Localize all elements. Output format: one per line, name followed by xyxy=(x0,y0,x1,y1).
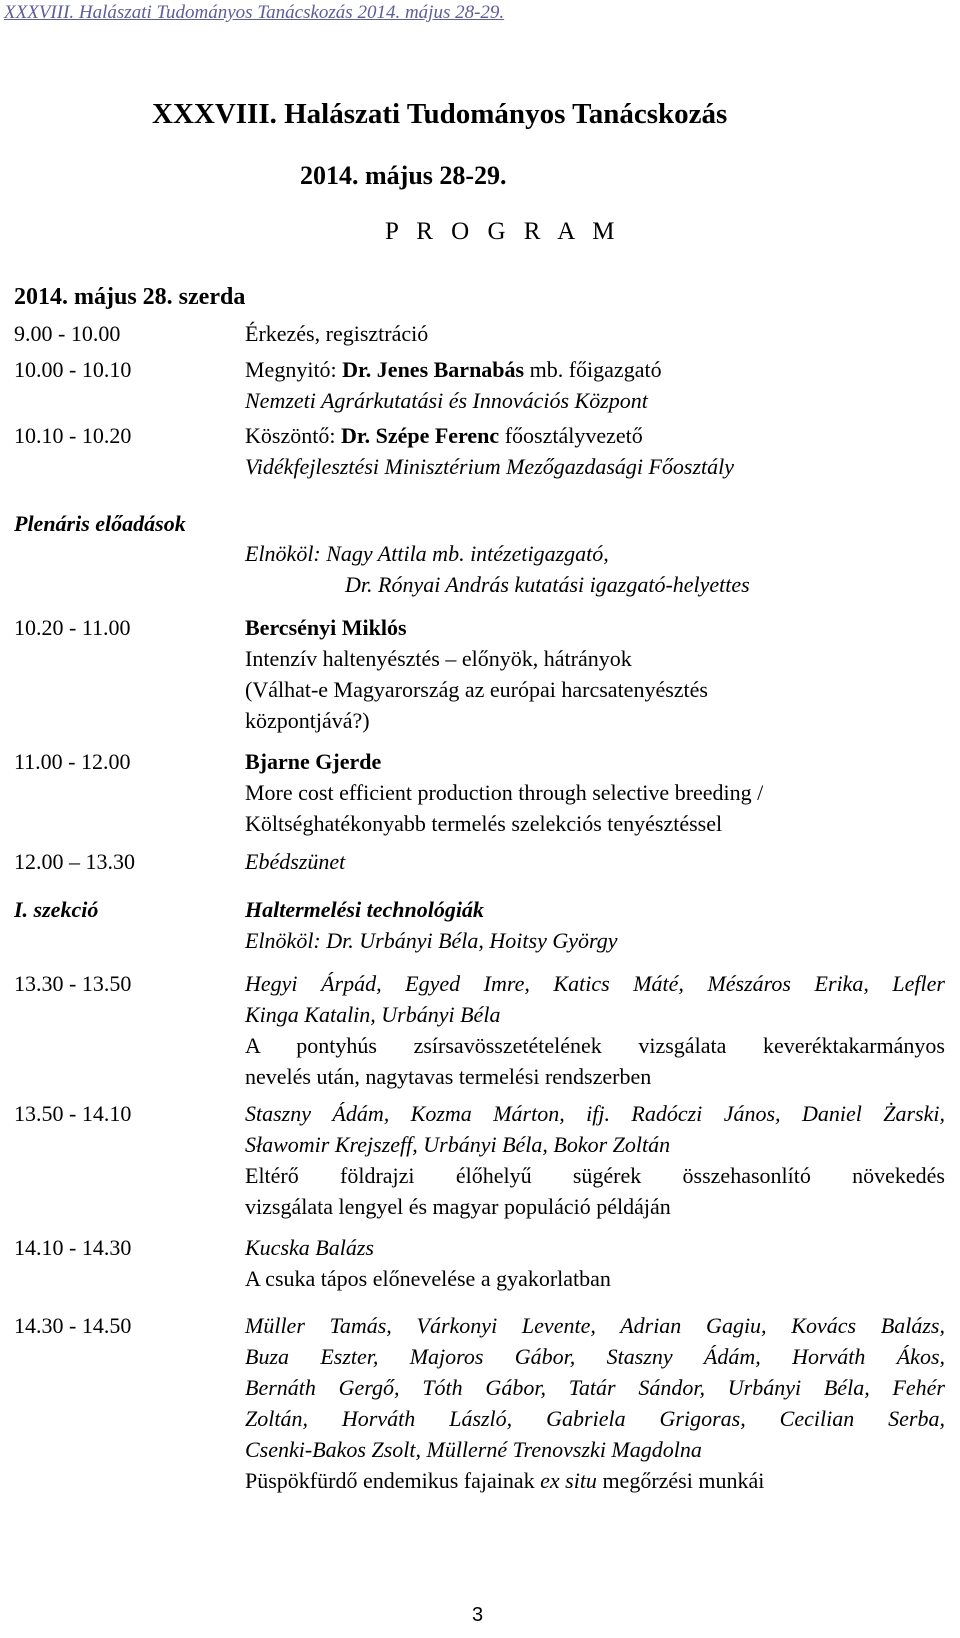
item-title: A csuka tápos előnevelése a gyakorlatban xyxy=(245,1266,611,1291)
program-heading: P R O G R A M xyxy=(385,218,621,245)
page-title: XXXVIII. Halászati Tudományos Tanácskozás xyxy=(152,98,728,130)
item-authors: Kucska Balázs xyxy=(245,1235,374,1260)
item-title: A pontyhús zsírsavösszetételének vizsgálata keveréktakarmányos xyxy=(245,1033,945,1058)
item-title: központjává?) xyxy=(245,708,370,733)
item-position: mb. főigazgató xyxy=(524,357,662,382)
item-position: főosztályvezető xyxy=(499,423,643,448)
item-time: 10.10 - 10.20 xyxy=(14,423,132,448)
item-authors: Kinga Katalin, Urbányi Béla xyxy=(245,1002,501,1027)
day-heading: 2014. május 28. szerda xyxy=(14,284,246,310)
item-authors: Zoltán, Horváth László, Gabriela Grigoras, Cecilian Serba, xyxy=(245,1406,945,1431)
item-role: Megnyitó: xyxy=(245,357,343,382)
chair-line: Elnököl: Nagy Attila mb. intézetigazgató, xyxy=(245,541,609,566)
item-authors: Müller Tamás, Várkonyi Levente, Adrian Gagiu, Kovács Balázs, xyxy=(245,1313,945,1338)
item-time: 14.10 - 14.30 xyxy=(14,1235,132,1260)
running-header: XXXVIII. Halászati Tudományos Tanácskozás 2014. május 28-29. xyxy=(4,2,505,23)
item-institution: Nemzeti Agrárkutatási és Innovációs Központ xyxy=(245,388,648,413)
item-time: 10.00 - 10.10 xyxy=(14,357,132,382)
item-speaker: Bercsényi Miklós xyxy=(245,615,407,640)
event-dates: 2014. május 28-29. xyxy=(300,161,507,190)
section-title: Plenáris előadások xyxy=(14,511,186,536)
item-title: More cost efficient production through selective breeding / xyxy=(245,780,764,805)
item-authors: Staszny Ádám, Kozma Márton, ifj. Radóczi János, Daniel Żarski, xyxy=(245,1101,945,1126)
item-title: Költséghatékonyabb termelés szelekciós tenyésztéssel xyxy=(245,811,723,836)
item-person: Dr. Jenes Barnabás xyxy=(342,357,525,382)
item-title: nevelés után, nagytavas termelési rendszerben xyxy=(245,1064,652,1089)
item-text: Érkezés, regisztráció xyxy=(245,321,429,346)
item-title-term: ex situ xyxy=(540,1468,597,1493)
item-time: 12.00 – 13.30 xyxy=(14,849,135,874)
item-authors: Bernáth Gergő, Tóth Gábor, Tatár Sándor, Urbányi Béla, Fehér xyxy=(245,1375,945,1400)
page-number: 3 xyxy=(472,1604,484,1626)
item-authors: Hegyi Árpád, Egyed Imre, Katics Máté, Mészáros Erika, Lefler xyxy=(245,971,945,996)
item-authors: Csenki-Bakos Zsolt, Müllerné Trenovszki Magdolna xyxy=(245,1437,702,1462)
item-title: Intenzív haltenyésztés – előnyök, hátrányok xyxy=(245,646,632,671)
item-title: Eltérő földrajzi élőhelyű sügérek összehasonlító növekedés xyxy=(245,1163,945,1188)
item-role: Köszöntő: xyxy=(245,423,341,448)
item-title: Püspökfürdő endemikus fajainak xyxy=(245,1468,541,1493)
item-title: vizsgálata lengyel és magyar populáció példáján xyxy=(245,1194,671,1219)
item-time: 14.30 - 14.50 xyxy=(14,1313,132,1338)
item-time: 13.50 - 14.10 xyxy=(14,1101,132,1126)
item-person: Dr. Szépe Ferenc xyxy=(340,423,500,448)
item-time: 9.00 - 10.00 xyxy=(14,321,121,346)
item-time: 13.30 - 13.50 xyxy=(14,971,132,996)
section-title: I. szekció xyxy=(14,897,99,922)
item-title: (Válhat-e Magyarország az európai harcsatenyésztés xyxy=(245,677,708,702)
item-institution: Vidékfejlesztési Minisztérium Mezőgazdasági Főosztály xyxy=(245,454,735,479)
chair-line: Elnököl: Dr. Urbányi Béla, Hoitsy György xyxy=(245,928,618,953)
item-title: megőrzési munkái xyxy=(596,1468,765,1493)
item-time: 10.20 - 11.00 xyxy=(14,615,131,640)
item-authors: Sławomir Krejszeff, Urbányi Béla, Bokor Zoltán xyxy=(245,1132,671,1157)
chair-line: Dr. Rónyai András kutatási igazgató-helyettes xyxy=(345,572,750,597)
item-text: Ebédszünet xyxy=(245,849,346,874)
item-speaker: Bjarne Gjerde xyxy=(245,749,382,774)
item-authors: Buza Eszter, Majoros Gábor, Staszny Ádám, Horváth Ákos, xyxy=(245,1344,945,1369)
section-topic: Haltermelési technológiák xyxy=(245,897,484,922)
item-time: 11.00 - 12.00 xyxy=(14,749,131,774)
